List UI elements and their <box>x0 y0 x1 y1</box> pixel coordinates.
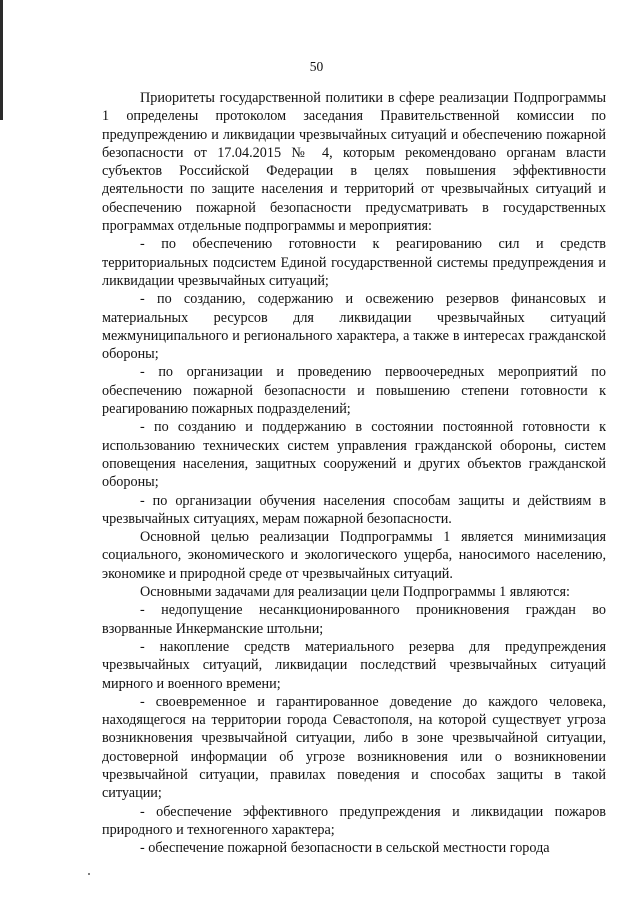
list-item-readiness: - по обеспечению готовности к реагированию сил и средств территориальных подсистем Единой государственной системы предупреждения и ликвидации чрезвычайных ситуаций; <box>102 236 606 289</box>
page-number: 50 <box>309 59 324 74</box>
scan-speck <box>88 873 90 875</box>
list-item-population-training: - по организации обучения населения способам защиты и действиям в чрезвычайных ситуациях, мерам пожарной безопасности. <box>102 492 606 527</box>
paragraph-main-goal: Основной целью реализации Подпрограммы 1 является минимизация социального, экономического и экологического ущерба, наносимого населению, экономике и природной среде от чрезвычайных ситуаций. <box>102 529 606 582</box>
document-body <box>102 89 606 857</box>
list-item-reserves: - по созданию, содержанию и освежению резервов финансовых и материальных ресурсов для ликвидации чрезвычайных ситуаций межмуниципального и регионального характера, а также в интересах гражданской обороны; <box>102 291 606 363</box>
paragraph-tasks-intro: Основными задачами для реализации цели Подпрограммы 1 являются: <box>140 584 570 601</box>
paragraph-priorities: Приоритеты государственной политики в сфере реализации Подпрограммы 1 определены протоколом заседания Правительственной комиссии по предупреждению и ликвидации чрезвычайных ситуаций и обеспечению пожарной безопасности от 17.04.2015 № 4, которым рекомендовано органам власти субъектов Российской Федерации в целях повышения эффективности деятельности по защите населения и территорий от чрезвычайных ситуаций и обеспечению пожарной безопасности предусматривать в государственных программах отдельные подпрограммы и мероприятия: <box>102 90 606 235</box>
list-item-rural-fire-safety: - обеспечение пожарной безопасности в сельской местности города <box>140 840 550 857</box>
list-item-civil-defense-systems: - по созданию и поддержанию в состоянии постоянной готовности к использованию технических систем управления гражданской обороны, систем оповещения населения, защитных сооружений и других объектов гражданской обороны; <box>102 419 606 491</box>
list-item-fire-safety-measures: - по организации и проведению первоочередных мероприятий по обеспечению пожарной безопасности и повышению степени готовности к реагированию пожарных подразделений; <box>102 364 606 418</box>
list-item-warning: - своевременное и гарантированное доведение до каждого человека, находящегося на территории города Севастополя, на которой существует угроза возникновения чрезвычайной ситуации, либо в зоне чрезвычайной ситуации, достоверной информации об угрозе возникновения или о возникновении чрезвычайной ситуации, правилах поведения и способах защиты в такой ситуации; <box>102 693 606 802</box>
list-item-fire-prevention: - обеспечение эффективного предупреждения и ликвидации пожаров природного и техногенного характера; <box>102 803 606 838</box>
list-item-material-reserve: - накопление средств материального резерва для предупреждения чрезвычайных ситуаций, ликвидации последствий чрезвычайных ситуаций мирного и военного времени; <box>102 638 606 692</box>
list-item-tunnels: - недопущение несанкционированного проникновения граждан во взорванные Инкерманские штольни; <box>102 602 606 637</box>
